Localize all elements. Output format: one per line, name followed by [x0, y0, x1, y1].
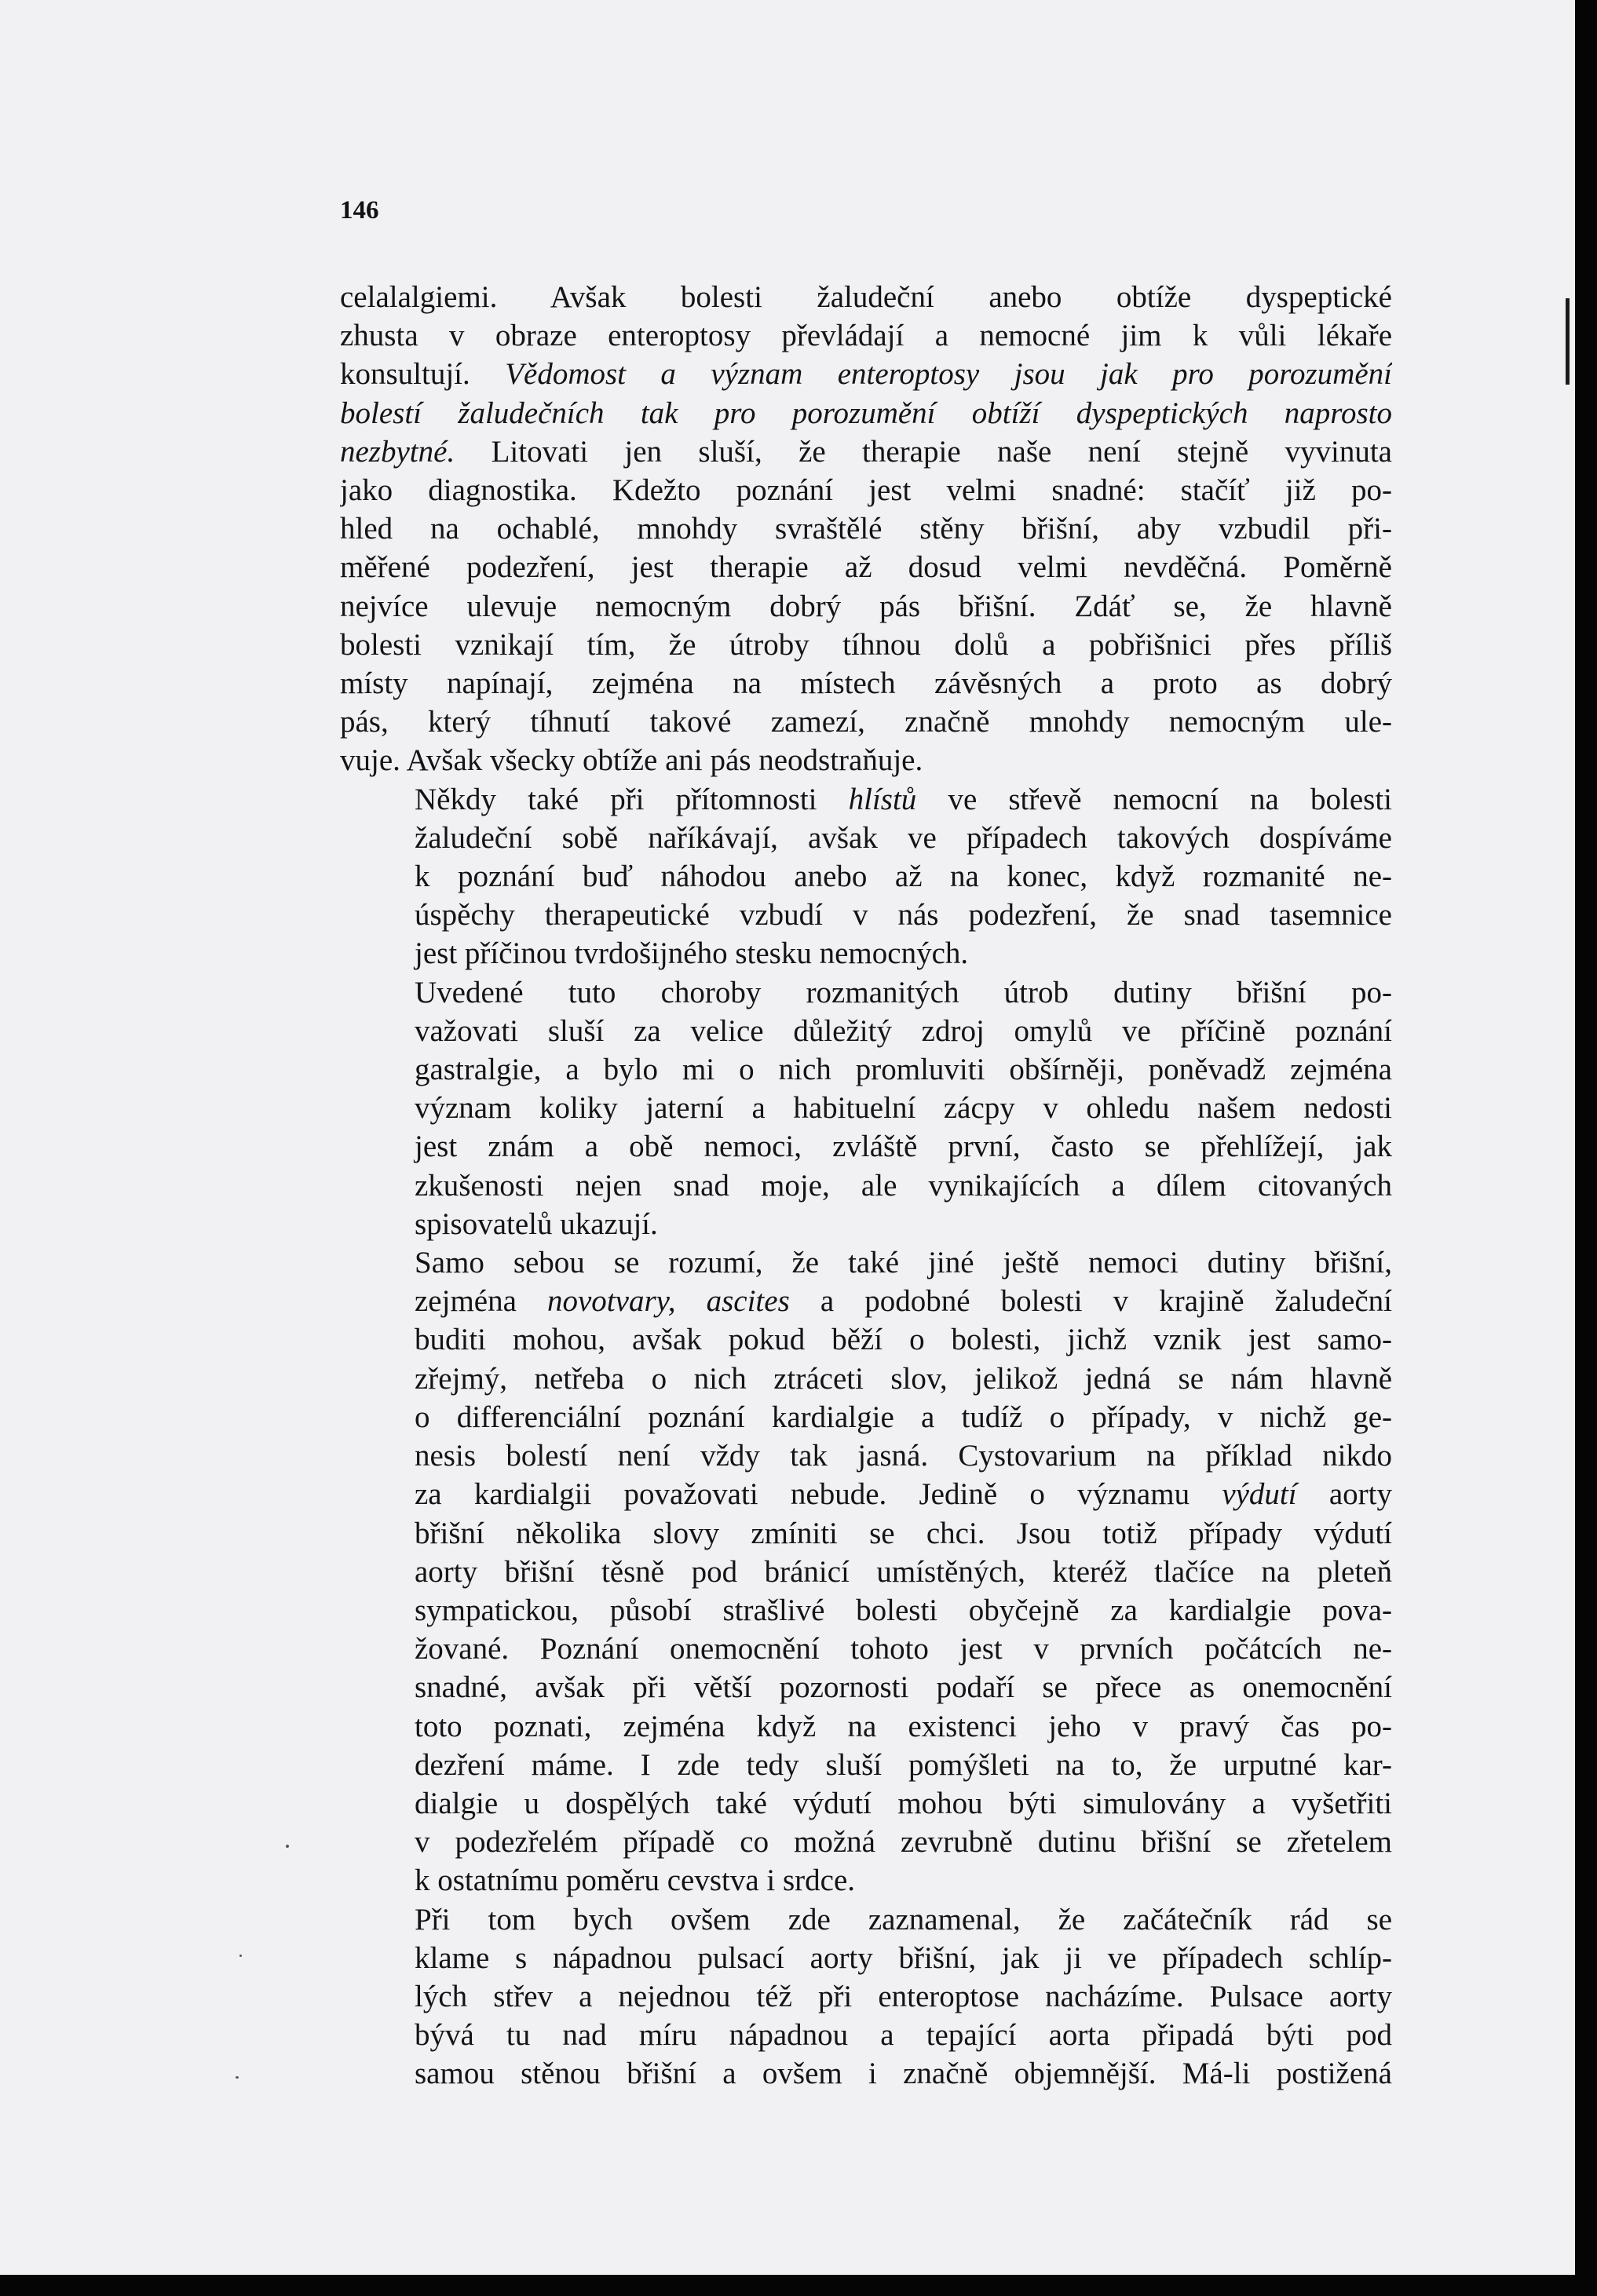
text-line	[340, 1939, 1392, 1977]
italic-text: hlístů	[848, 782, 917, 816]
text-line	[340, 394, 1392, 433]
paragraph	[340, 1243, 1392, 1900]
text-run: Při tom bych ovšem zde zaznamenal, že začátečník rád se	[415, 1902, 1392, 1936]
text-run: Samo sebou se rozumí, že také jiné ještě nemoci dutiny břišní,	[415, 1246, 1392, 1280]
text-run: važovati sluší za velice důležitý zdroj omylů ve příčině poznání	[415, 1013, 1392, 1048]
text-run: zkušenosti nejen snad moje, ale vynikajících a dílem citovaných	[415, 1168, 1392, 1203]
text-line	[340, 2016, 1392, 2054]
text-line	[340, 1050, 1392, 1089]
text-run: význam koliky jaterní a habituelní zácpy v ohledu našem nedosti	[415, 1091, 1392, 1126]
text-line	[340, 1360, 1392, 1398]
text-line	[340, 2054, 1392, 2093]
text-line	[340, 1282, 1392, 1320]
text-run: zhusta v obraze enteroptosy převládají a nemocné jim k vůli lékaře	[340, 319, 1392, 353]
text-line	[340, 626, 1392, 664]
text-line	[340, 664, 1392, 703]
text-run: toto poznati, zejména když na existenci jeho v pravý čas po-	[415, 1709, 1392, 1743]
text-run: za kardialgii považovati nebude. Jedině o významu	[415, 1477, 1222, 1512]
text-line	[340, 819, 1392, 857]
italic-text: ascites	[706, 1284, 790, 1319]
text-run: gastralgie, a bylo mi o nich promluviti obšírněji, poněvadž zejména	[415, 1053, 1392, 1087]
scan-edge-mark	[1566, 298, 1570, 385]
text-line	[340, 1823, 1392, 1861]
scan-speck	[236, 2076, 239, 2079]
paragraph	[340, 973, 1392, 1243]
text-line	[340, 1900, 1392, 1939]
text-run: bývá tu nad míru nápadnou a tepající aorta připadá býti pod	[415, 2018, 1392, 2053]
text-line	[340, 1012, 1392, 1050]
text-run: o differenciální poznání kardialgie a tudíž o případy, v nichž ge-	[415, 1400, 1392, 1434]
text-run: žaludeční sobě naříkávají, avšak ve případech takových dospíváme	[415, 820, 1392, 855]
text-run: snadné, avšak při větší pozornosti podaří se přece as onemocnění	[415, 1670, 1392, 1705]
text-line	[340, 780, 1392, 819]
text-run: nejvíce ulevuje nemocným dobrý pás břišní. Zdáť se, že hlavně	[340, 589, 1392, 623]
text-line	[340, 509, 1392, 548]
text-line	[340, 1127, 1392, 1166]
text-line	[340, 934, 1392, 973]
text-run: jest příčinou tvrdošijného stesku nemocných.	[415, 936, 969, 971]
text-run: dezření máme. I zde tedy sluší pomýšleti na to, že urputné kar-	[415, 1747, 1392, 1782]
scan-border-right	[1575, 0, 1597, 2296]
text-line	[340, 1977, 1392, 2016]
text-run: Uvedené tuto choroby rozmanitých útrob dutiny břišní po-	[415, 975, 1392, 1009]
text-line	[340, 1166, 1392, 1205]
text-run: buditi mohou, avšak pokud běží o bolesti, jichž vznik jest samo-	[415, 1323, 1392, 1357]
text-run: klame s nápadnou pulsací aorty břišní, jak ji ve případech schlíp-	[415, 1940, 1392, 1975]
text-run: Litovati jen sluší, že therapie naše není stejně vyvinuta	[455, 434, 1392, 469]
text-run: jako diagnostika. Kdežto poznání jest velmi snadné: stačíť již po-	[340, 473, 1392, 508]
text-line	[340, 548, 1392, 586]
text-line	[340, 1475, 1392, 1513]
text-run: dialgie u dospělých také výdutí mohou býti simulovány a vyšetřiti	[415, 1786, 1392, 1820]
text-run: jest znám a obě nemoci, zvláště první, často se přehlížejí, jak	[415, 1130, 1392, 1164]
italic-text: bolestí žaludečních tak pro porozumění obtíží dyspeptických naprosto	[340, 396, 1392, 430]
text-run: zřejmý, netřeba o nich ztráceti slov, jelikož jedná se nám hlavně	[415, 1361, 1392, 1396]
text-run: lých střev a nejednou též při enteroptose nacházíme. Pulsace aorty	[415, 1979, 1392, 2013]
paragraph	[340, 780, 1392, 973]
text-run: aorty	[1296, 1477, 1392, 1512]
body-text	[340, 278, 1392, 2093]
italic-text: novotvary,	[546, 1284, 676, 1319]
text-line	[340, 1784, 1392, 1823]
text-run: místy napínají, zejména na místech závěsných a proto as dobrý	[340, 666, 1392, 701]
text-run: bolesti vznikají tím, že útroby tíhnou dolů a pobřišnici přes příliš	[340, 627, 1392, 662]
italic-text: Vědomost a význam enteroptosy jsou jak pro porozumění	[505, 357, 1392, 392]
italic-text: výdutí	[1222, 1477, 1297, 1512]
text-line	[340, 1746, 1392, 1784]
text-line	[340, 1861, 1392, 1900]
text-line	[340, 1398, 1392, 1436]
text-run: žované. Poznání onemocnění tohoto jest v prvních počátcích ne-	[415, 1632, 1392, 1666]
text-run: úspěchy therapeutické vzbudí v nás podezření, že snad tasemnice	[415, 898, 1392, 933]
text-run: celalalgiemi. Avšak bolesti žaludeční anebo obtíže dyspeptické	[340, 280, 1392, 314]
text-line	[340, 1243, 1392, 1282]
text-run: v podezřelém případě co možná zevrubně dutinu břišní se zřetelem	[415, 1825, 1392, 1860]
text-run: ve střevě nemocní na bolesti	[916, 782, 1392, 816]
text-line	[340, 1320, 1392, 1359]
text-run: konsultují.	[340, 357, 506, 392]
text-line	[340, 973, 1392, 1012]
text-line	[340, 1436, 1392, 1475]
scan-speck	[286, 1845, 289, 1848]
paragraph	[340, 1900, 1392, 2093]
text-line	[340, 1707, 1392, 1746]
text-line	[340, 1089, 1392, 1127]
text-run: k poznání buď náhodou anebo až na konec, když rozmanité ne-	[415, 860, 1392, 894]
text-run: břišní několika slovy zmíniti se chci. Jsou totiž případy výdutí	[415, 1516, 1392, 1550]
text-line	[340, 857, 1392, 896]
scan-border-bottom	[0, 2275, 1597, 2296]
text-line	[340, 587, 1392, 626]
text-run: vuje. Avšak všecky obtíže ani pás neodstraňuje.	[340, 743, 923, 778]
paragraph	[340, 278, 1392, 780]
text-run: měřené podezření, jest therapie až dosud velmi nevděčná. Poměrně	[340, 550, 1392, 585]
scan-speck	[239, 1955, 242, 1957]
text-run: samou stěnou břišní a ovšem i značně objemnější. Má-li postižená	[415, 2057, 1392, 2091]
text-run: spisovatelů ukazují.	[415, 1206, 658, 1241]
text-run: sympatickou, působí strašlivé bolesti obyčejně za kardialgie pova-	[415, 1593, 1392, 1627]
text-line	[340, 1205, 1392, 1243]
text-line	[340, 1630, 1392, 1668]
text-run: Někdy také při přítomnosti	[415, 782, 849, 816]
page-number: 146	[340, 196, 379, 224]
text-line	[340, 1668, 1392, 1706]
text-line	[340, 1591, 1392, 1630]
text-line	[340, 1553, 1392, 1591]
text-run: k ostatnímu poměru cevstva i srdce.	[415, 1863, 856, 1898]
text-line	[340, 433, 1392, 471]
text-line	[340, 741, 1392, 779]
text-line	[340, 355, 1392, 393]
text-line	[340, 896, 1392, 934]
text-run: pás, který tíhnutí takové zamezí, značně mnohdy nemocným ule-	[340, 705, 1392, 739]
text-run	[676, 1284, 707, 1318]
text-line	[340, 703, 1392, 741]
italic-text: nezbytné.	[340, 434, 455, 469]
text-line	[340, 278, 1392, 316]
text-line	[340, 316, 1392, 355]
text-line	[340, 1514, 1392, 1553]
text-run: a podobné bolesti v krajině žaludeční	[789, 1284, 1392, 1319]
text-line	[340, 471, 1392, 509]
text-run: hled na ochablé, mnohdy svraštělé stěny břišní, aby vzbudil při-	[340, 512, 1392, 546]
text-run: aorty břišní těsně pod bránicí umístěných, kteréž tlačíce na pleteň	[415, 1554, 1392, 1589]
text-run: nesis bolestí není vždy tak jasná. Cystovarium na příklad nikdo	[415, 1439, 1392, 1473]
text-run: zejména	[415, 1284, 547, 1319]
